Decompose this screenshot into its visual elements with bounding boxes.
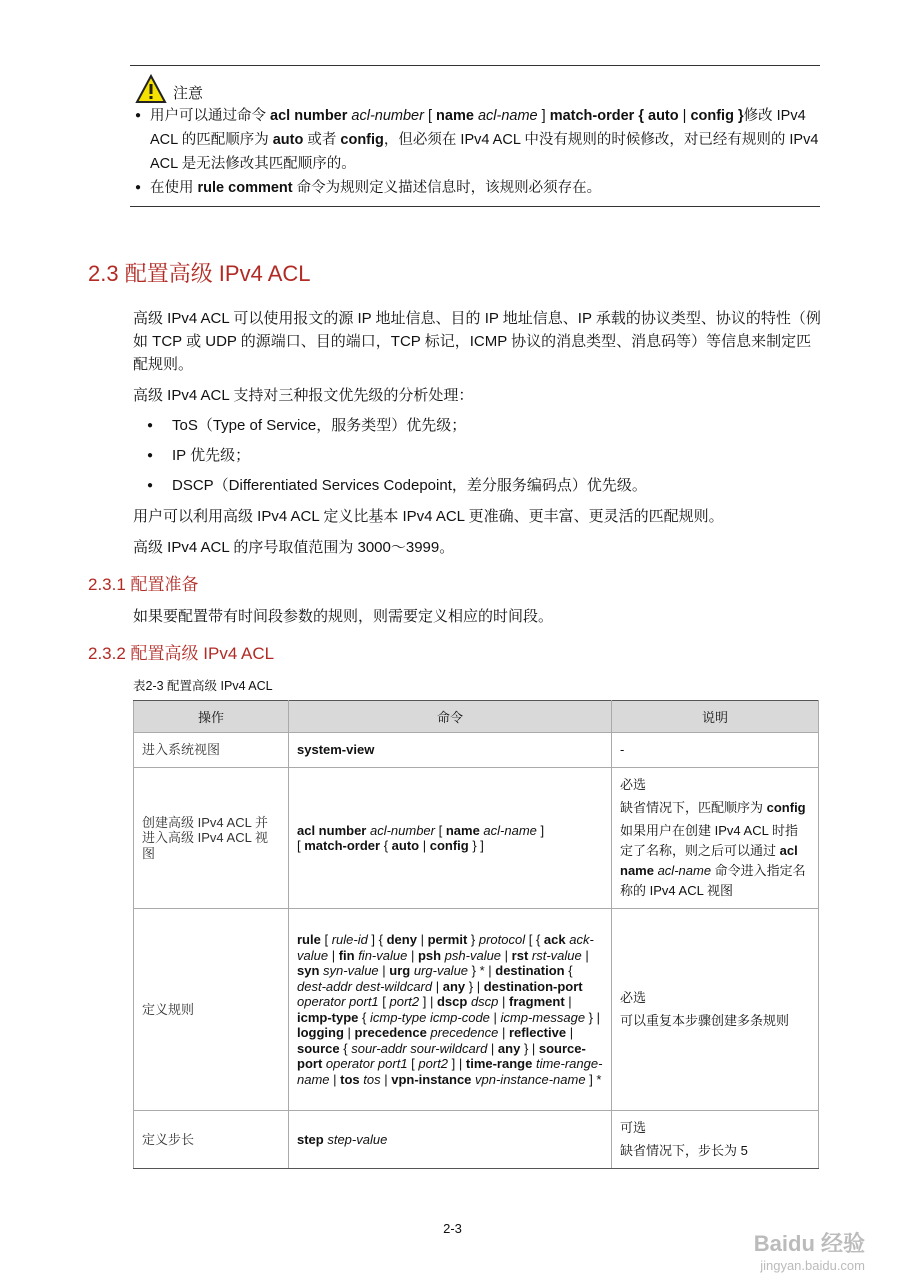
text-run: destination-port <box>483 978 583 994</box>
text-run: fin-value <box>358 947 408 963</box>
text-run: 必选 <box>620 777 647 792</box>
text-run: tos <box>340 1071 364 1087</box>
column-header: 说明 <box>612 701 819 733</box>
text-run: syn <box>297 963 324 978</box>
text-run: | <box>329 1071 341 1087</box>
text-run: icmp-type icmp-code <box>369 1009 490 1025</box>
text-run: 命令进入指定名称的 IPv4 ACL 视图 <box>620 863 806 898</box>
text-run: source-port <box>297 1040 586 1071</box>
page-number: 2-3 <box>443 1221 462 1236</box>
text-run: dscp <box>470 994 499 1009</box>
text-run: [ <box>378 994 390 1009</box>
note-title: 注意 <box>173 84 204 102</box>
text-run: protocol <box>478 932 526 947</box>
paragraph: 高级 IPv4 ACL 可以使用报文的源 IP 地址信息、目的 IP 地址信息、IP 承载的协议类型、协议的特性（例如 TCP 或 UDP 的源端口、目的端口，TCP 标记，ICMP 协议的消息类型、消息码等）等信息来制定匹配规则。 <box>133 310 821 373</box>
text-run: name <box>436 108 478 124</box>
description-cell <box>612 1111 819 1169</box>
bullet-icon: ● <box>147 450 154 461</box>
text-run: rst <box>511 947 532 963</box>
text-run: step <box>297 1131 328 1147</box>
text-run: operator port1 <box>325 1056 408 1071</box>
text-run: | <box>501 947 512 963</box>
text-run: ，但必须在 IPv4 ACL 中没有规则的时候修改，对已经有规则的 IPv4 ACL 是无法修改其匹配顺序的。 <box>150 132 819 172</box>
description-paragraph <box>620 798 810 818</box>
text-run: [ <box>407 1056 419 1071</box>
text-run: rule-id <box>331 932 368 947</box>
text-run: [ <box>320 932 332 947</box>
text-run: | <box>682 108 691 124</box>
description-paragraph <box>620 1118 810 1138</box>
text-run: match-order <box>304 838 381 853</box>
list-item-text: IP 优先级； <box>172 447 251 464</box>
text-run: any <box>442 978 466 994</box>
text-run: ] * <box>585 1071 602 1087</box>
text-run: port2 <box>389 994 420 1009</box>
bullet-icon: ● <box>135 110 142 121</box>
text-run: match-order { auto <box>549 108 683 124</box>
text-run: precedence <box>354 1025 431 1040</box>
operation-cell: 定义规则 <box>134 909 289 1111</box>
text-run: acl name <box>620 843 798 878</box>
command-cell <box>289 768 612 909</box>
text-run: config <box>340 132 384 148</box>
text-run: | <box>416 932 428 947</box>
note-header <box>135 74 822 104</box>
text-run: tos <box>363 1071 381 1087</box>
text-run: destination <box>495 963 565 978</box>
text-run: acl-name <box>657 863 712 878</box>
command-cell <box>289 909 612 1111</box>
text-run: ] | <box>448 1056 466 1071</box>
text-run: reflective <box>508 1025 567 1040</box>
description-cell <box>612 733 819 768</box>
description-paragraph <box>620 1011 810 1031</box>
operation-cell: 定义步长 <box>134 1111 289 1169</box>
description-cell <box>612 909 819 1111</box>
table-row <box>134 733 819 768</box>
operation-cell: 进入系统视图 <box>134 733 289 768</box>
text-run: config <box>766 800 806 815</box>
text-run: } | <box>520 1040 539 1056</box>
text-run: vpn-instance <box>391 1071 476 1087</box>
text-run: time-range <box>465 1056 536 1071</box>
paragraph: 用户可以利用高级 IPv4 ACL 定义比基本 IPv4 ACL 更准确、更丰富、更灵活的匹配规则。 <box>133 508 724 525</box>
paragraph: 高级 IPv4 ACL 的序号取值范围为 3000～3999。 <box>133 539 455 556</box>
column-header: 操作 <box>134 701 289 733</box>
text-run: } | <box>465 978 484 994</box>
section-heading: 2.3 配置高级 IPv4 ACL <box>88 261 311 286</box>
list-item-text: DSCP（Differentiated Services Codepoint，差分服务编码点）优先级。 <box>172 477 647 494</box>
text-run: | <box>407 947 418 963</box>
text-run: } * | <box>468 963 496 978</box>
text-run: { <box>358 1009 370 1025</box>
text-run: 修改 IPv4 ACL 的匹配顺序为 <box>150 108 806 148</box>
list-item <box>147 415 822 437</box>
text-run: vpn-instance-name <box>475 1071 586 1087</box>
text-run: } | <box>585 1009 601 1025</box>
text-run: rst-value <box>531 947 582 963</box>
list-item <box>147 475 822 497</box>
subsection-heading: 2.3.1 配置准备 <box>88 575 199 594</box>
text-run: any <box>497 1040 521 1056</box>
text-run: | <box>498 1025 509 1040</box>
text-run: auto <box>391 838 420 853</box>
description-paragraph <box>620 821 810 901</box>
watermark-logo: Baidu 经验 <box>753 1231 865 1256</box>
text-run: syn-value <box>323 963 379 978</box>
text-run: 缺省情况下，步长为 5 <box>620 1143 748 1158</box>
text-run: 可以重复本步骤创建多条规则 <box>620 1013 790 1028</box>
text-run: { <box>564 963 573 978</box>
page-content <box>0 65 905 1169</box>
list-item-text: ToS（Type of Service，服务类型）优先级； <box>172 417 467 434</box>
text-run: 必选 <box>620 990 647 1005</box>
text-run: ] | <box>419 994 437 1009</box>
note-item <box>135 176 822 200</box>
text-run: [ <box>297 838 305 853</box>
table-row <box>134 768 819 909</box>
note-item <box>135 104 822 176</box>
text-run: 命令为规则定义描述信息时，该规则必须存在。 <box>292 180 602 196</box>
text-run: [ { <box>525 932 544 947</box>
text-run: operator port1 <box>297 994 379 1009</box>
text-run: [ <box>435 822 446 838</box>
warning-icon <box>135 74 167 104</box>
watermark-url: jingyan.baidu.com <box>760 1258 865 1273</box>
text-run: acl number <box>297 822 370 838</box>
text-run: dest-addr dest-wildcard <box>297 978 433 994</box>
bullet-icon: ● <box>147 480 154 491</box>
command-cell <box>289 1111 612 1169</box>
text-run: ] { <box>367 932 387 947</box>
text-run: | <box>432 978 443 994</box>
text-run: time-range-name <box>297 1056 603 1087</box>
text-run: | <box>380 1071 392 1087</box>
note-item-text <box>150 180 601 196</box>
table-row <box>134 909 819 1111</box>
text-run: 用户可以通过命令 <box>150 108 271 124</box>
text-run: deny <box>386 932 417 947</box>
text-run: | <box>328 947 339 963</box>
text-run: precedence <box>430 1025 499 1040</box>
text-run: acl-name <box>483 822 537 838</box>
text-run: step-value <box>327 1131 388 1147</box>
text-run: | <box>566 1025 574 1040</box>
text-run: auto <box>272 132 304 148</box>
text-run: rule <box>297 932 321 947</box>
text-run: icmp-type <box>297 1009 359 1025</box>
text-run: source <box>297 1040 340 1056</box>
text-run: fragment <box>509 994 565 1009</box>
text-run: 可选 <box>620 1120 647 1135</box>
operation-cell: 创建高级 IPv4 ACL 并进入高级 IPv4 ACL 视图 <box>134 768 289 909</box>
text-run: | <box>343 1025 355 1040</box>
description-paragraph <box>620 740 810 760</box>
text-run: acl-number <box>369 822 435 838</box>
text-run: | <box>581 947 589 963</box>
text-run: icmp-message <box>500 1009 586 1025</box>
text-run: | <box>498 994 510 1009</box>
config-table <box>133 700 819 1169</box>
column-header: 命令 <box>289 701 612 733</box>
table-row <box>134 1111 819 1169</box>
text-run: logging <box>297 1025 344 1040</box>
text-run: rule comment <box>197 180 293 196</box>
text-run: | <box>419 838 430 853</box>
text-run: 或者 <box>303 132 341 148</box>
bottom-rule <box>130 206 820 207</box>
subsection-heading: 2.3.2 配置高级 IPv4 ACL <box>88 644 275 663</box>
text-run: ] <box>536 822 545 838</box>
text-run: | <box>487 1040 498 1056</box>
text-run: name <box>445 822 484 838</box>
text-run: sour-addr sour-wildcard <box>351 1040 488 1056</box>
note-box <box>135 66 822 206</box>
text-run: 缺省情况下，匹配顺序为 <box>620 800 767 815</box>
text-run: { <box>339 1040 352 1056</box>
text-run: - <box>620 742 625 757</box>
description-paragraph <box>620 988 810 1008</box>
text-run: config <box>429 838 469 853</box>
text-run: [ <box>423 108 437 124</box>
text-run: ack-value <box>297 932 594 963</box>
text-run: port2 <box>418 1056 449 1071</box>
text-run: psh-value <box>444 947 502 963</box>
description-cell <box>612 768 819 909</box>
bullet-icon: ● <box>135 182 142 193</box>
text-run: ] <box>537 108 550 124</box>
text-run: | <box>378 963 390 978</box>
text-run: | <box>489 1009 501 1025</box>
text-run: { <box>380 838 392 853</box>
text-run: config } <box>690 108 744 124</box>
text-run: ack <box>543 932 570 947</box>
text-run: urg-value <box>413 963 469 978</box>
description-paragraph <box>620 775 810 795</box>
text-run: | <box>564 994 572 1009</box>
table-caption: 表2-3 配置高级 IPv4 ACL <box>133 679 273 693</box>
text-run: fin <box>338 947 359 963</box>
paragraph: 如果要配置带有时间段参数的规则，则需要定义相应的时间段。 <box>133 608 554 625</box>
note-item-text <box>150 108 818 172</box>
text-run: 在使用 <box>150 180 198 196</box>
text-run: dscp <box>436 994 471 1009</box>
paragraph: 高级 IPv4 ACL 支持对三种报文优先级的分析处理： <box>133 387 474 404</box>
text-run: } <box>467 932 479 947</box>
text-run: permit <box>427 932 468 947</box>
list-item <box>147 445 822 467</box>
text-run: acl-name <box>477 108 538 124</box>
text-run: acl number <box>270 108 352 124</box>
text-run: } ] <box>468 838 484 853</box>
description-paragraph <box>620 1141 810 1161</box>
text-run: psh <box>417 947 445 963</box>
bullet-icon: ● <box>147 420 154 431</box>
text-run: urg <box>389 963 414 978</box>
text-run: 如果用户在创建 IPv4 ACL 时指定了名称，则之后可以通过 <box>620 823 798 858</box>
command-cell <box>289 733 612 768</box>
text-run: acl-number <box>351 108 424 124</box>
text-run: system-view <box>297 742 375 758</box>
